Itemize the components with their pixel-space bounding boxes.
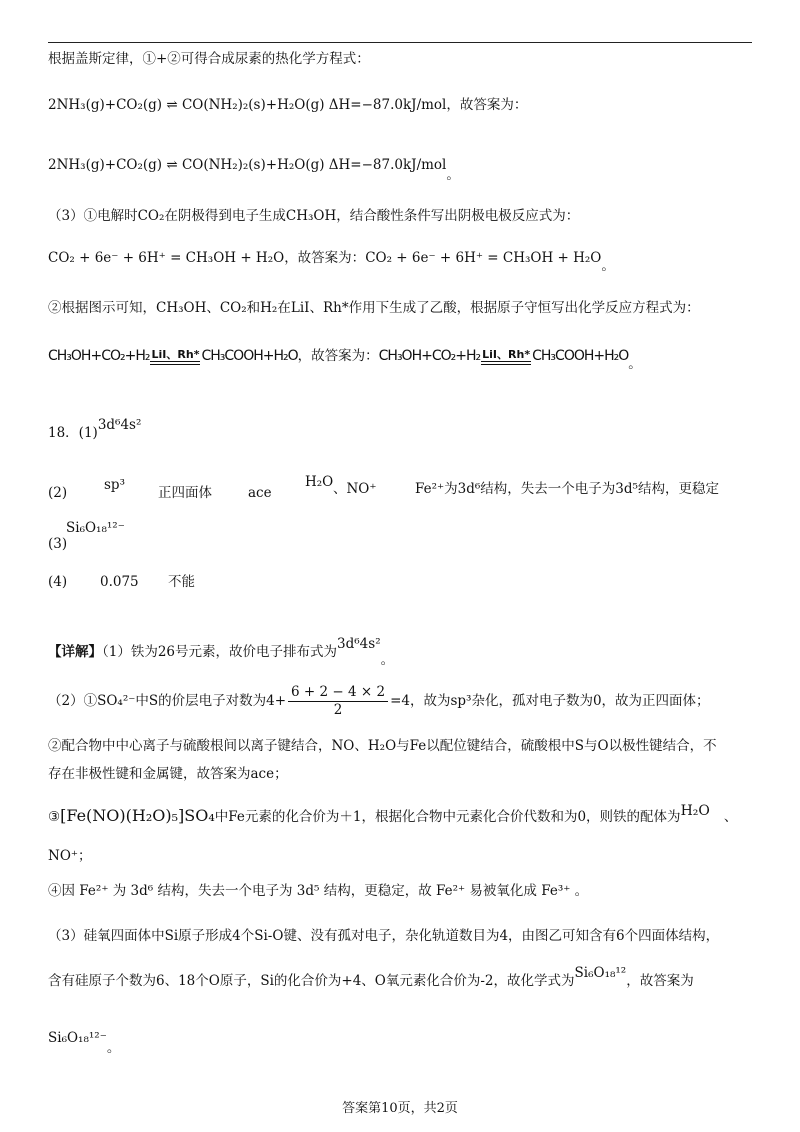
text-fragment: 中S的价层电子对数为4+ [135,692,287,709]
thermo-equation: 2NH₃(g)+CO₂(g) ⇌ CO(NH₂)₂(s)+H₂O(g) ΔH=−87.0kJ/mol [48,157,447,173]
fraction-denominator: 2 [333,701,343,718]
answer-18-1 [48,417,142,441]
ligand-no: 、NO⁺ [333,481,377,497]
hybridization: sp³ [104,477,125,493]
reaction-arrow [150,349,200,365]
thermo-equation: 2NH₃(g)+CO₂(g) ⇌ CO(NH₂)₂(s)+H₂O(g) ΔH=−87.0kJ/mol [48,97,447,113]
period-mark: 。 [446,167,460,183]
header-rule [48,42,752,43]
reaction-condition: LiI、Rh* [151,347,200,361]
equation-line [48,157,460,183]
ligand-water: H₂O [305,474,334,490]
text-fragment: 含有硅原子个数为6、18个O原子，Si的化合价为+4、O氧元素化合价为-2，故化学式为 [48,973,575,989]
text-fragment: ，故答案为： [446,97,528,113]
silicate-formula: Si₆O₁₈¹²⁻ [48,1030,107,1046]
detail-line [48,1030,121,1056]
products-answer: CH₃COOH+H₂O [532,348,629,364]
text-line: 根据盖斯定律，①+②可得合成尿素的热化学方程式： [48,51,370,67]
detail-line [48,803,738,826]
period-mark: 。 [106,1040,121,1056]
equation-line [48,97,527,113]
detail-line: （3）硅氧四面体中Si原子形成4个Si-O键、没有孤对电子，杂化轨道数目为4，由图乙可知含有6个四面体结构， [48,928,720,944]
text-fragment: =4，故为sp³杂化，孤对电子数为0，故为正四面体； [390,692,710,709]
double-line [150,361,200,365]
detail-line: ②配合物中中心离子与硫酸根间以离子键结合，NO、H₂O与Fe以配位键结合，硫酸根中S与O以极性键结合，不 [48,738,717,754]
detail-line: ④因 Fe²⁺ 为 3d⁶ 结构，失去一个电子为 3d⁵ 结构，更稳定，故 Fe²⁺ 易被氧化成 Fe³⁺ 。 [48,883,589,899]
detail-heading: 【详解】 [48,644,102,660]
text-fragment: ，故答案为： [284,250,366,266]
electron-config: 3d⁶4s² [337,636,381,652]
text-fragment: ，故答案为 [626,973,694,989]
sulfate-ion: SO₄²⁻ [97,692,136,709]
electron-config: 3d⁶4s² [97,417,142,433]
reactants-answer: CH₃OH+CO₂+H₂ [378,348,481,364]
reaction-arrow [481,349,531,365]
text-fragment: （2）① [48,692,98,709]
detail-line: 存在非极性键和金属键，故答案为ace； [48,766,288,782]
period-mark: 。 [380,652,395,668]
question-label: 18．(1) [48,425,98,441]
silicate-formula: Si₆O₁₈¹² [574,965,627,981]
detail-line: NO⁺； [48,848,92,864]
answer-value: 0.075 [100,574,139,590]
silicate-formula: Si₆O₁₈¹²⁻ [66,520,125,536]
products: CH₃COOH+H₂O [201,348,298,364]
detail-line [48,965,694,989]
detail-line [48,636,395,668]
reaction-condition: LiI、Rh* [482,347,531,361]
equation-line [48,250,615,274]
bond-answer: ace [248,485,272,501]
complex-formula: [Fe(NO)(H₂O)₅]SO₄ [60,806,215,825]
text-line: （3）①电解时CO₂在阴极得到电子生成CH₃OH，结合酸性条件写出阴极电极反应式为： [48,208,580,224]
detail-line [48,684,710,719]
text-fragment: （1）铁为26号元素，故价电子排布式为 [102,644,338,660]
cathode-equation-answer: CO₂ + 6e⁻ + 6H⁺ = CH₃OH + H₂O [365,250,602,266]
text-fragment: ，故答案为： [297,348,379,364]
fraction-numerator: 6 + 2 − 4 × 2 [288,684,388,702]
answer-18-4-label: (4) [48,574,68,590]
reactants: CH₃OH+CO₂+H₂ [48,348,150,364]
answer-18-3-label: (3) [48,536,68,552]
text-fragment: ③ [48,809,61,825]
text-fragment: 中Fe元素的化合价为＋1，根据化合物中元素化合价代数和为0，则铁的配体为 [214,809,681,825]
double-line [481,361,531,365]
period-mark: 。 [601,258,615,274]
page-footer: 答案第10页，共2页 [342,1101,458,1116]
text-fragment: 、 [723,809,738,825]
answer-text: 不能 [168,574,195,590]
fraction [288,684,388,719]
stability-reason: Fe²⁺为3d⁶结构，失去一个电子为3d⁵结构，更稳定 [415,481,719,497]
period-mark: 。 [628,356,642,372]
geometry: 正四面体 [158,485,212,501]
answer-18-2-label: (2) [48,485,68,501]
ligand-water: H₂O [680,803,710,819]
equation-line [48,347,642,372]
text-line: ②根据图示可知，CH₃OH、CO₂和H₂在LiI、Rh*作用下生成了乙酸，根据原子守恒写出化学反应方程式为： [48,300,700,316]
cathode-equation: CO₂ + 6e⁻ + 6H⁺ = CH₃OH + H₂O [48,250,285,266]
